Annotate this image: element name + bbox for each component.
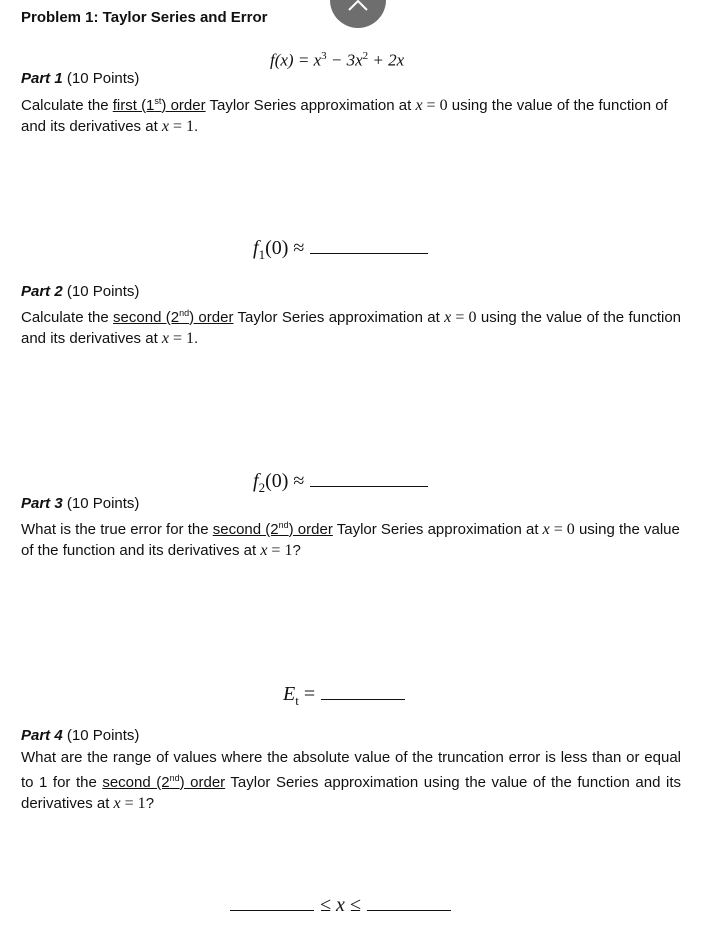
- part-4-heading: Part 4 (10 Points): [21, 727, 140, 744]
- order-emphasis: first (1st) order: [112, 96, 206, 114]
- order-emphasis: second (2nd) order: [102, 773, 226, 791]
- answer-blank[interactable]: [310, 249, 428, 254]
- upper-bound-blank[interactable]: [367, 906, 451, 911]
- chevron-up-icon: [346, 0, 370, 12]
- function-formula: $f(x) = x^3 - 3x^2 + 2x$: [270, 50, 405, 70]
- lower-bound-blank[interactable]: [230, 906, 314, 911]
- part-3-answer: $E_t$ =: [283, 683, 405, 709]
- part-4-answer: ≤ x ≤: [230, 894, 451, 917]
- part-3-heading: Part 3 (10 Points): [21, 495, 140, 512]
- answer-blank[interactable]: [310, 482, 428, 487]
- answer-blank[interactable]: [321, 695, 405, 700]
- order-emphasis: second (2nd) order: [113, 308, 234, 326]
- problem-title: Problem 1: Taylor Series and Error: [21, 9, 268, 26]
- part-1-answer: $f_1(0)$ ≈: [253, 237, 428, 263]
- part-2-answer: $f_2(0)$ ≈: [253, 470, 428, 496]
- part-3-question: What is the true error for the second (2nd) order Taylor Series approximation at x = 0 using the value of the function and its derivatives at x = 1?: [21, 520, 680, 559]
- order-emphasis: second (2nd) order: [212, 520, 333, 538]
- part-2-question: Calculate the second (2nd) order Taylor Series approximation at x = 0 using the value of the function and its derivatives at x = 1.: [21, 308, 682, 347]
- part-1-heading: Part 1 (10 Points): [21, 70, 140, 87]
- scroll-up-button[interactable]: [330, 0, 386, 28]
- part-1-question: Calculate the first (1st) order Taylor Series approximation at x = 0 using the value of the function of and its derivatives at x = 1.: [21, 96, 668, 135]
- part-4-question: What are the range of values where the absolute value of the truncation error is less than or equal to 1 for the second (2nd) order Taylor Series approximation using the value of the function and its derivatives at x = 1?: [21, 749, 681, 812]
- part-2-heading: Part 2 (10 Points): [21, 283, 140, 300]
